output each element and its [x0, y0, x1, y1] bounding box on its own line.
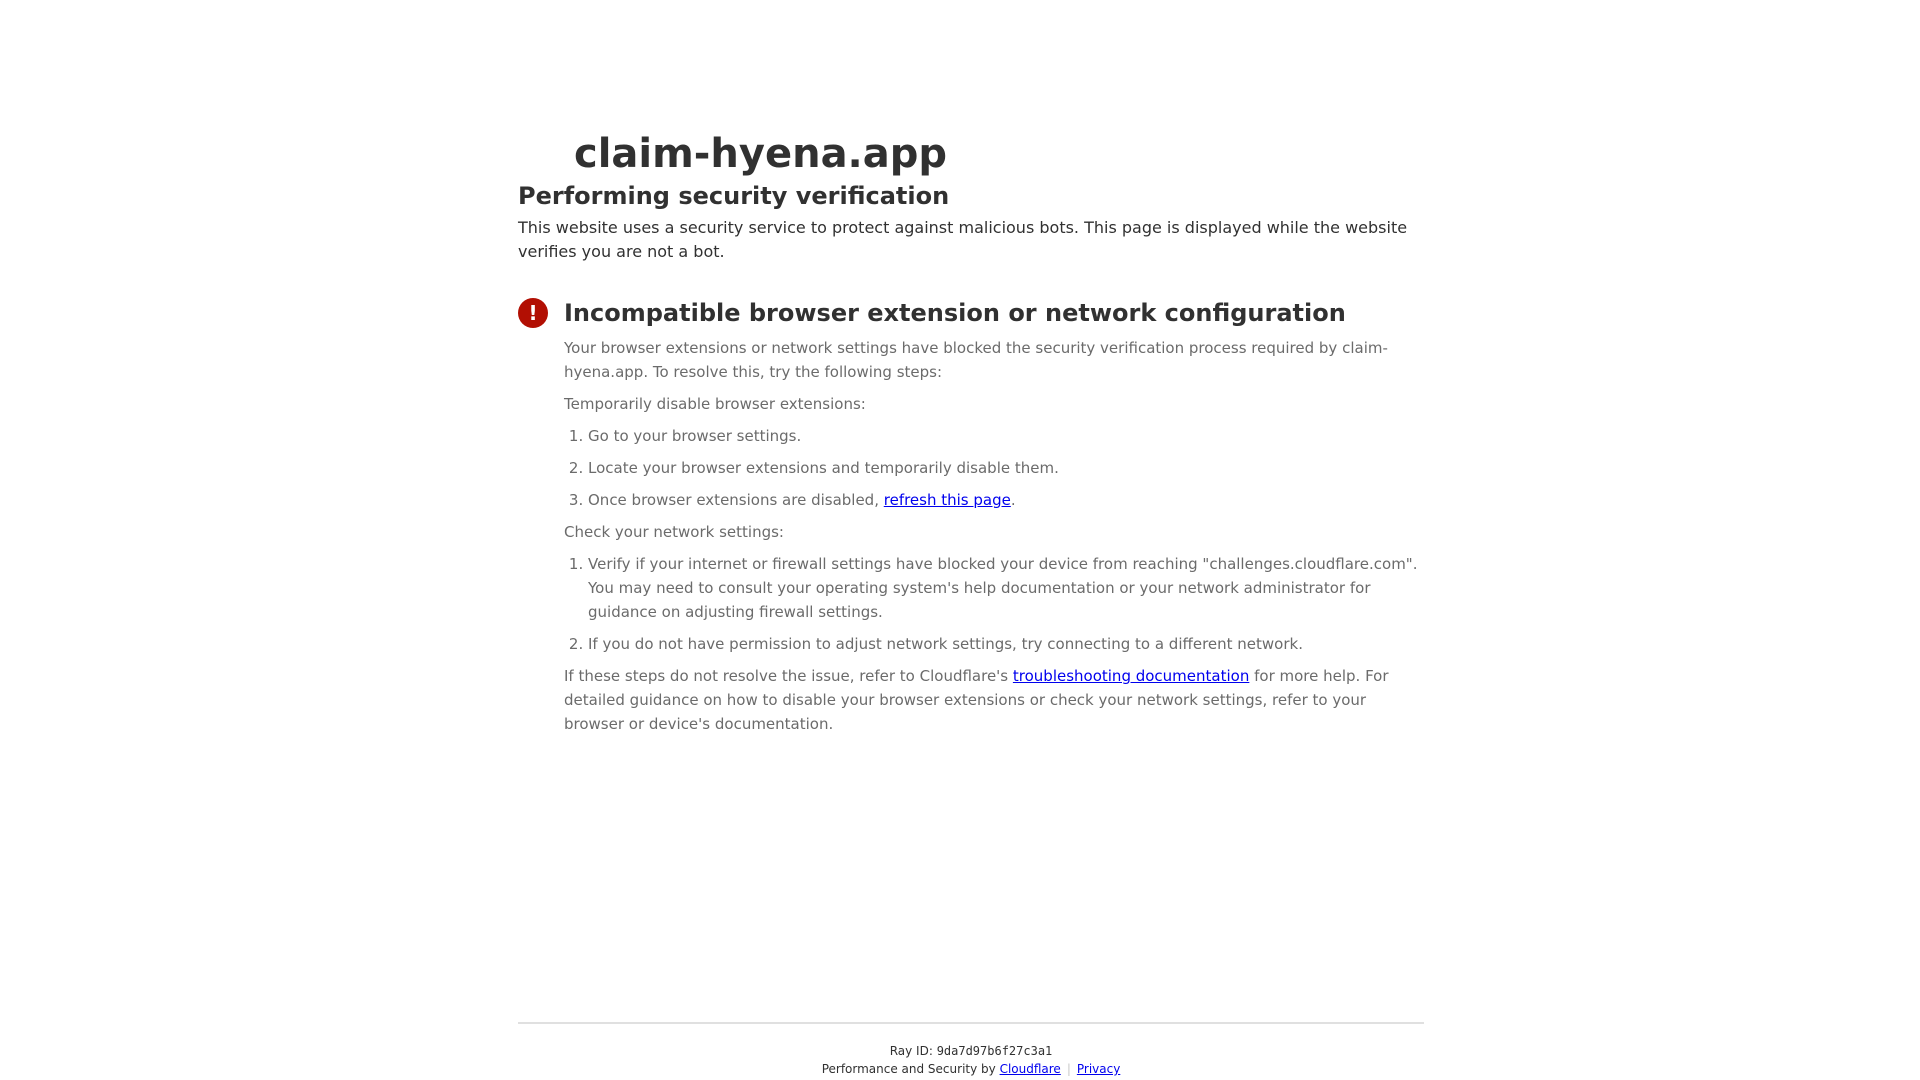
error-title: Incompatible browser extension or network configuration [564, 299, 1346, 327]
list-item: 1. Verify if your internet or firewall settings have blocked your device from reaching "challenges.cloudflare.com". You may need to consult your operating system's help documentation or your network administrator for guidance on adjusting firewall settings. [588, 552, 1424, 624]
error-block [518, 296, 1424, 736]
network-section-label: Check your network settings: [564, 523, 784, 541]
list-item: 2. Locate your browser extensions and temporarily disable them. [588, 456, 1424, 480]
error-description: Your browser extensions or network settings have blocked the security verification process required by claim-hyena.app. To resolve this, try the following steps: [564, 339, 1388, 381]
network-steps-list [564, 552, 1424, 656]
extensions-steps-list [564, 424, 1424, 512]
privacy-link[interactable]: Privacy [1076, 1062, 1121, 1076]
closing-text-end: for more help. For detailed guidance on how to disable your browser extensions or check your network settings, refer to your browser or device's documentation. [564, 667, 1389, 733]
intro-text: This website uses a security service to protect against malicious bots. This page is displayed while the website verifies you are not a bot. [518, 218, 1408, 261]
cloudflare-link[interactable]: Cloudflare [999, 1062, 1061, 1076]
ray-id-label: Ray ID: [889, 1044, 937, 1058]
footer-separator: | [1066, 1062, 1071, 1076]
verification-heading: Performing security verification [518, 182, 950, 210]
error-body [564, 336, 1424, 736]
list-item: 2. If you do not have permission to adjust network settings, try connecting to a different network. [588, 632, 1424, 656]
footer-credits [518, 1060, 1424, 1078]
exclamation-circle-icon: ! [518, 298, 548, 328]
closing-text [564, 664, 1424, 736]
ray-id-value: 9da7d97b6f27c3a1 [936, 1044, 1053, 1058]
list-item: 1. Go to your browser settings. [588, 424, 1424, 448]
extensions-section-label: Temporarily disable browser extensions: [564, 395, 866, 413]
troubleshooting-documentation-link[interactable]: troubleshooting documentation [1012, 667, 1250, 685]
footer [518, 1022, 1424, 1078]
main-content [518, 128, 1424, 736]
step-text: Once browser extensions are disabled, [588, 491, 884, 509]
site-title: claim-hyena.app [574, 131, 948, 177]
refresh-page-link[interactable]: refresh this page [883, 491, 1011, 509]
list-item [588, 488, 1424, 512]
ray-id [518, 1042, 1424, 1060]
step-text-end: . [1010, 491, 1016, 509]
closing-text-start: If these steps do not resolve the issue, refer to Cloudflare's [564, 667, 1013, 685]
credits-prefix: Performance and Security by [821, 1062, 1000, 1076]
